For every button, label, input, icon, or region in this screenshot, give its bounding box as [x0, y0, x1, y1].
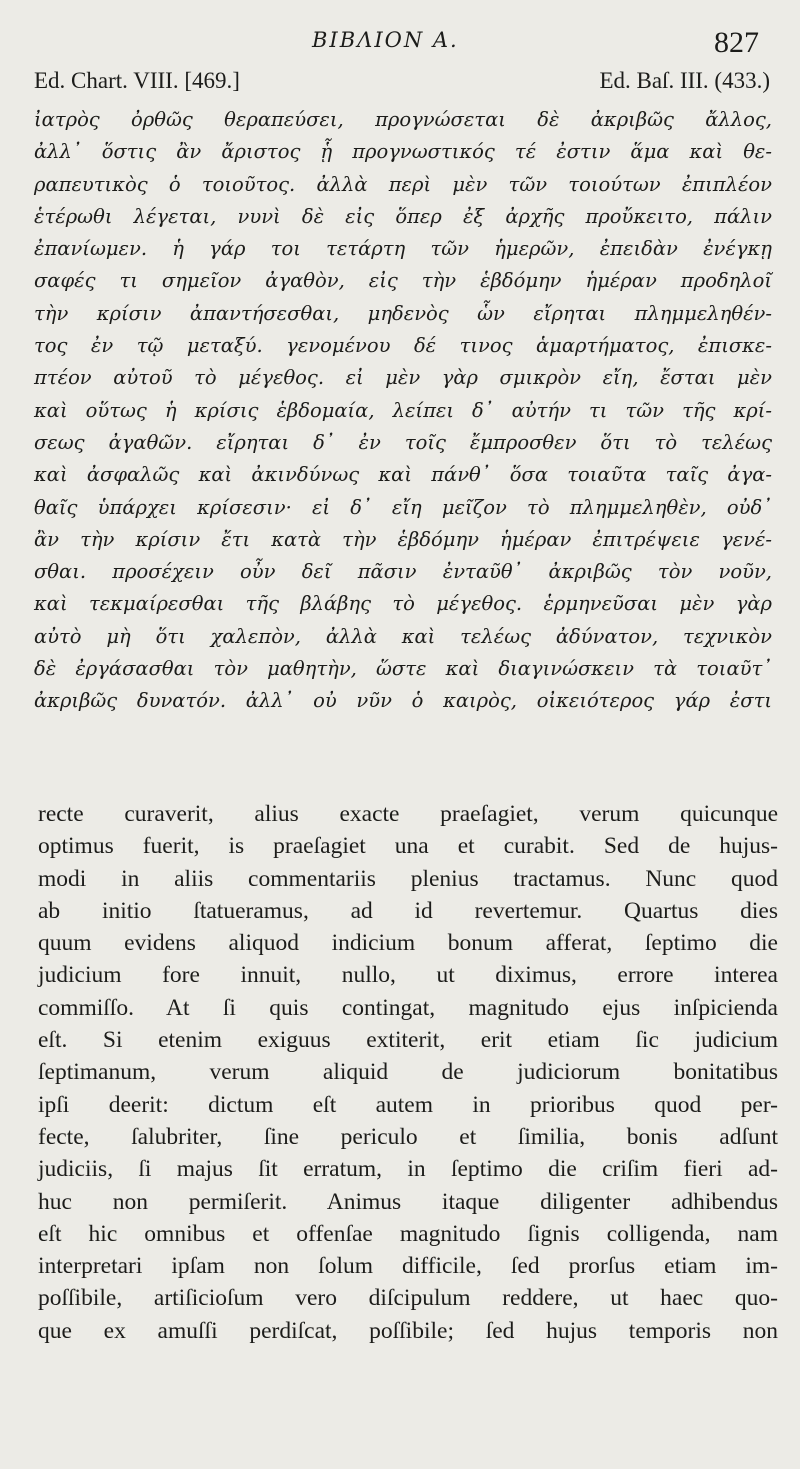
latin-text-line: eſt hic omnibus et offenſae magnitudo ſignis colligenda, nam	[38, 1220, 778, 1247]
running-head	[0, 20, 800, 60]
greek-text-line: θαῖς ὑπάρχει κρίσεσιν· εἰ δ᾽ εἴη μεῖζον τὸ πλημμεληθὲν, οὐδ᾽	[34, 495, 772, 519]
greek-text-line: ἑτέρωθι λέγεται, νυνὶ δὲ εἰς ὅπερ ἐξ ἀρχῆς προὔκειτο, πάλιν	[34, 204, 772, 228]
latin-text-line: interpretari ipſam non ſolum difficile, ſed prorſus etiam im-	[38, 1253, 778, 1280]
running-title: ΒΙΒΛΙΟΝ Α.	[312, 28, 459, 52]
latin-text-line: ab initio ſtatueramus, ad id revertemur. Quartus dies	[38, 897, 778, 924]
latin-text-line: optimus fuerit, is praeſagiet una et curabit. Sed de hujus-	[38, 833, 778, 860]
greek-text-block	[34, 104, 772, 718]
latin-text-line: huc non permiſerit. Animus itaque diligenter adhibendus	[38, 1188, 778, 1215]
latin-text-line: judiciis, ſi majus ſit erratum, in ſeptimo die criſim fieri ad-	[38, 1156, 778, 1183]
latin-text-line: eſt. Si etenim exiguus extiterit, erit etiam ſic judicium	[38, 1027, 778, 1054]
latin-text-line: modi in aliis commentariis plenius tractamus. Nunc quod	[38, 865, 778, 892]
greek-text-line: αὐτὸ μὴ ὅτι χαλεπὸν, ἀλλὰ καὶ τελέως ἀδύνατον, τεχνικὸν	[34, 624, 772, 648]
latin-text-line: fecte, ſalubriter, ſine periculo et ſimilia, bonis adſunt	[38, 1123, 778, 1150]
greek-text-line: ἀλλ᾽ ὅστις ἂν ἄριστος ᾗ προγνωστικός τέ ἐστιν ἅμα καὶ θε-	[34, 140, 772, 164]
greek-text-line: δὲ ἐργάσασθαι τὸν μαθητὴν, ὥστε καὶ διαγινώσκειν τὰ τοιαῦτ᾽	[34, 657, 772, 681]
greek-text-line: τος ἐν τῷ μεταξύ. γενομένου δέ τινος ἁμαρτήματος, ἐπισκε-	[34, 334, 772, 358]
greek-text-line: σαφές τι σημεῖον ἀγαθὸν, εἰς τὴν ἑβδόμην ἡμέραν προδηλοῖ	[34, 269, 772, 293]
greek-text-line: καὶ ἀσφαλῶς καὶ ἀκινδύνως καὶ πάνθ᾽ ὅσα τοιαῦτα ταῖς ἀγα-	[34, 463, 772, 487]
latin-text-line: commiſſo. At ſi quis contingat, magnitudo ejus inſpicienda	[38, 994, 778, 1021]
greek-text-line: καὶ τεκμαίρεσθαι τῆς βλάβης τὸ μέγεθος. ἑρμηνεῦσαι μὲν γὰρ	[34, 592, 772, 616]
latin-text-line: poſſibile, artiſicioſum vero diſcipulum reddere, ut haec quo-	[38, 1285, 778, 1312]
greek-text-line: πτέον αὐτοῦ τὸ μέγεθος. εἰ μὲν γὰρ σμικρὸν εἴη, ἔσται μὲν	[34, 366, 772, 390]
greek-text-line: ἂν τὴν κρίσιν ἔτι κατὰ τὴν ἑβδόμην ἡμέραν ἐπιτρέψειε γενέ-	[34, 527, 772, 551]
latin-text-line: quum evidens aliquod indicium bonum afferat, ſeptimo die	[38, 930, 778, 957]
latin-text-line: ſeptimanum, verum aliquid de judiciorum bonitatibus	[38, 1059, 778, 1086]
greek-text-line: ἀκριβῶς δυνατόν. ἀλλ᾽ οὐ νῦν ὁ καιρὸς, οἰκειότερος γάρ ἐστι	[34, 689, 772, 713]
greek-text-line: ἐπανίωμεν. ἡ γάρ τοι τετάρτη τῶν ἡμερῶν, ἐπειδὰν ἐνέγκῃ	[34, 237, 772, 261]
greek-text-line: καὶ οὕτως ἡ κρίσις ἑβδομαία, λείπει δ᾽ αὐτήν τι τῶν τῆς κρί-	[34, 398, 772, 422]
greek-text-line: ραπευτικὸς ὁ τοιοῦτος. ἀλλὰ περὶ μὲν τῶν τοιούτων ἐπιπλέον	[34, 172, 772, 196]
latin-text-line: judicium fore innuit, nullo, ut diximus, errore interea	[38, 962, 778, 989]
page-number: 827	[714, 26, 759, 59]
latin-text-line: recte curaverit, alius exacte praeſagiet, verum quicunque	[38, 801, 778, 827]
greek-text-line: τὴν κρίσιν ἀπαντήσεσθαι, μηδενὸς ὧν εἴρηται πλημμεληθέν-	[34, 301, 772, 325]
greek-text-line: σθαι. προσέχειν οὖν δεῖ πᾶσιν ἐνταῦθ᾽ ἀκριβῶς τὸν νοῦν,	[34, 560, 772, 584]
latin-text-line: que ex amuſſi perdiſcat, poſſibile; ſed hujus temporis non	[38, 1317, 778, 1344]
edition-reference-line	[34, 68, 770, 102]
latin-text-line: ipſi deerit: dictum eſt autem in prioribus quod per-	[38, 1091, 778, 1118]
greek-text-line: σεως ἀγαθῶν. εἴρηται δ᾽ ἐν τοῖς ἔμπροσθεν ὅτι τὸ τελέως	[34, 430, 772, 454]
latin-text-block	[38, 798, 778, 1347]
edition-reference-chartier: Ed. Chart. VIII. [469.]	[34, 68, 240, 93]
edition-reference-basel: Ed. Baſ. III. (433.)	[599, 68, 770, 93]
greek-text-line: ἰατρὸς ὀρθῶς θεραπεύσει, προγνώσεται δὲ ἀκριβῶς ἄλλος,	[34, 108, 772, 131]
